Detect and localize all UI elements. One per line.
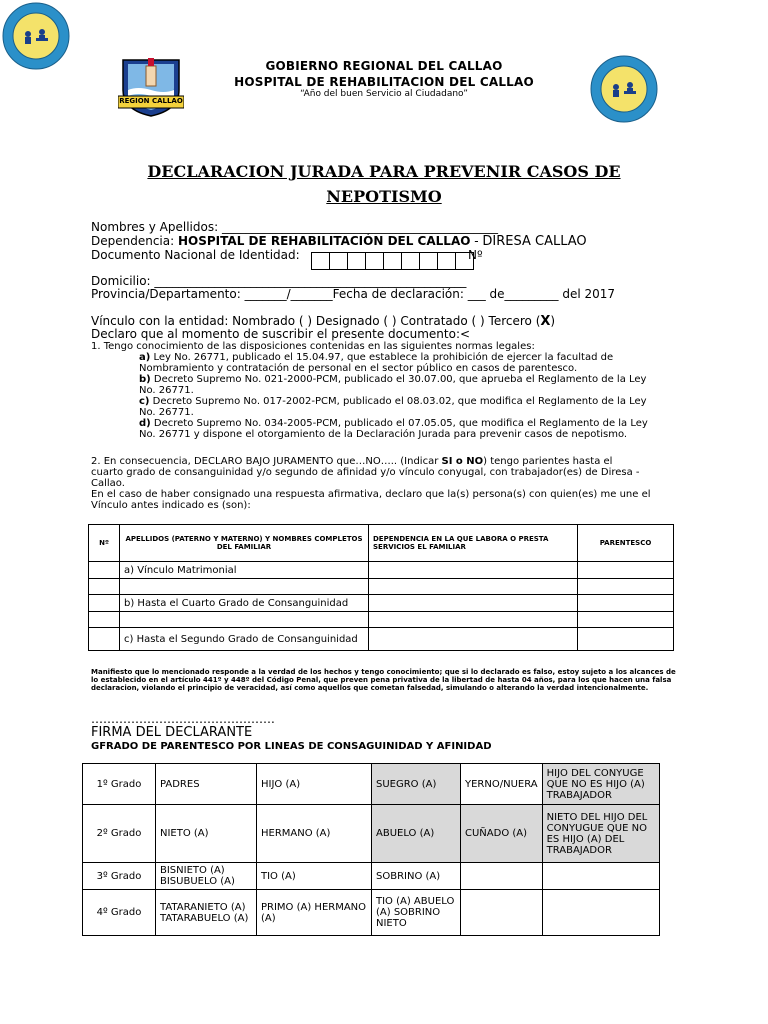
kin-cell: NIETO DEL HIJO DEL CONYUGUE QUE NO ES HIJO (A) DEL TRABAJADOR [542, 805, 659, 863]
kin-cell: SUEGRO (A) [372, 764, 461, 805]
kin-cell: TIO (A) ABUELO (A) SOBRINO NIETO [372, 890, 461, 936]
kin-cell: HERMANO (A) [257, 805, 372, 863]
law-c-label: c) [139, 396, 150, 407]
document-title: DECLARACION JURADA PARA PREVENIR CASOS DE [147, 162, 621, 181]
signature-line[interactable]: ………………………………………. [91, 712, 275, 726]
dni-field[interactable] [91, 248, 300, 262]
kin-cell: TIO (A) [257, 863, 372, 890]
kin-cell: ABUELO (A) [372, 805, 461, 863]
kin-cell: HIJO (A) [257, 764, 372, 805]
section1-intro: 1. Tengo conocimiento de las disposiciones contenidas en las siguientes normas legales: [91, 341, 535, 352]
kin-cell: HIJO DEL CONYUGE QUE NO ES HIJO (A) TRABAJADOR [542, 764, 659, 805]
law-b-line1: Decreto Supremo No. 021-2000-PCM, publicado el 30.07.00, que aprueba el Reglamento de la Ley [150, 374, 647, 385]
kin-cell [461, 863, 543, 890]
section2-l1a: 2. En consecuencia, DECLARO BAJO JURAMENTO que…NO….. (Indicar [91, 456, 442, 467]
relatives-table [88, 524, 674, 651]
section2-l3: Callao. [91, 478, 125, 489]
section2-si-no: SI o NO [441, 456, 484, 467]
vinculo-end: ) [550, 314, 556, 328]
row-cuarto-grado: b) Hasta el Cuarto Grado de Consanguinidad [120, 595, 369, 612]
declaro-line: Declaro que al momento de suscribir el presente documento:< [91, 327, 471, 341]
row-blank-1 [120, 579, 369, 595]
dependencia-diresa: DIRESA CALLAO [482, 234, 587, 249]
section2-l2: cuarto grado de consanguinidad y/o segundo de afinidad y/o vínculo conyugal, con trabajador(es) de Diresa - [91, 467, 640, 478]
table-row [83, 863, 660, 890]
row-segundo-grado: c) Hasta el Segundo Grado de Consanguinidad [120, 628, 369, 651]
relatives-table-header [89, 525, 674, 562]
domicilio-field[interactable]: Domicilio: ____________________________________________________ [91, 274, 467, 288]
law-item-a [139, 352, 648, 440]
header-parentesco: PARENTESCO [578, 525, 674, 562]
dni-boxes[interactable] [311, 250, 474, 270]
header-government: GOBIERNO REGIONAL DEL CALLAO [265, 59, 503, 73]
law-b-label: b) [139, 374, 151, 385]
provincia-fecha-field[interactable]: Provincia/Departamento: _______/_______Fecha de declaración: ___ de_________ del 2017 [91, 287, 616, 301]
dependencia-field[interactable] [91, 234, 587, 249]
header-motto: “Año del buen Servicio al Ciudadano” [300, 89, 468, 99]
kin-cell: NIETO (A) [156, 805, 257, 863]
dependencia-label: Dependencia: [91, 234, 175, 248]
nombres-field[interactable]: Nombres y Apellidos: ______________________________________________ [91, 220, 498, 234]
table-row [83, 764, 660, 805]
kin-cell [461, 890, 543, 936]
signature-label: FIRMA DEL DECLARANTE [91, 725, 253, 740]
kin-cell: YERNO/NUERA [461, 764, 543, 805]
row-vinculo-matrimonial: a) Vínculo Matrimonial [120, 562, 369, 579]
section2-l4: En el caso de haber consignado una respuesta afirmativa, declaro que la(s) persona(s) con quien(es) me une el [91, 489, 651, 500]
law-d-line2: No. 26771 y dispone el otorgamiento de la Declaración Jurada para prevenir casos de nepotismo. [139, 429, 628, 440]
law-a-line1: Ley No. 26771, publicado el 15.04.97, que establece la prohibición de ejercer la facultad de [150, 352, 614, 363]
table-row[interactable] [89, 595, 674, 612]
dependencia-separator: - [470, 234, 483, 248]
header-hospital: HOSPITAL DE REHABILITACION DEL CALLAO [234, 75, 534, 89]
kin-cell: CUÑADO (A) [461, 805, 543, 863]
law-a-label: a) [139, 352, 151, 363]
kin-cell: SOBRINO (A) [372, 863, 461, 890]
grade-cell: 3º Grado [83, 863, 156, 890]
kin-cell: PRIMO (A) HERMANO (A) [257, 890, 372, 936]
section2-l5: Vínculo antes indicado es (son): [91, 500, 251, 511]
law-d-line1: Decreto Supremo No. 034-2005-PCM, publicado el 07.05.05, que modifica el Reglamento de la Ley [150, 418, 648, 429]
law-a-line2: Nombramiento y contratación de personal en el sector público en casos de parentesco. [139, 363, 578, 374]
kin-cell: TATARANIETO (A) TATARABUELO (A) [156, 890, 257, 936]
kinship-table [82, 763, 660, 936]
grade-cell: 1º Grado [83, 764, 156, 805]
grade-cell: 2º Grado [83, 805, 156, 863]
table-row[interactable] [89, 579, 674, 595]
law-c-line2: No. 26771. [139, 407, 194, 418]
dni-label: Documento Nacional de Identidad: [91, 248, 300, 262]
table-row[interactable] [89, 628, 674, 651]
document-title-line2: NEPOTISMO [326, 187, 442, 206]
law-c-line1: Decreto Supremo No. 017-2002-PCM, publicado el 08.03.02, que modifica el Reglamento de la Ley [149, 396, 647, 407]
header-apellidos: APELLIDOS (PATERNO Y MATERNO) Y NOMBRES COMPLETOS DEL FAMILIAR [120, 525, 369, 562]
section2-l1c: ) tengo parientes hasta el [483, 456, 613, 467]
header-dependencia: DEPENDENCIA EN LA QUE LABORA O PRESTA SERVICIOS EL FAMILIAR [369, 525, 578, 562]
vinculo-mark: X [540, 314, 551, 329]
vinculo-options: Vínculo con la entidad: Nombrado ( ) Designado ( ) Contratado ( ) Tercero ( [91, 314, 541, 328]
kin-cell: BISNIETO (A) BISUBUELO (A) [156, 863, 257, 890]
table-row [83, 805, 660, 863]
row-blank-2 [120, 612, 369, 628]
table-row [83, 890, 660, 936]
dni-number-label: Nº [468, 248, 483, 262]
table-row[interactable] [89, 612, 674, 628]
kin-cell [542, 890, 659, 936]
crest-label: REGION CALLAO [119, 97, 183, 105]
law-d-label: d) [139, 418, 151, 429]
section2 [91, 456, 651, 511]
kin-cell: PADRES [156, 764, 257, 805]
manifiesto-text: Manifiesto que lo mencionado responde a la verdad de los hechos y tengo conocimiento; que si lo declarado es falso, estoy sujeto a los alcances de lo establecido en el artículo 441º y 448º del Código Penal, que preven pena privativa de la libertad de hasta 04 años, para los que hacen una falsa declaracion, violando el principio de veracidad, así como aquellos que cometan falsedad, simulando o alterando la verdad intencionalmente. [91, 668, 676, 692]
table-row[interactable] [89, 562, 674, 579]
dependencia-value: HOSPITAL DE REHABILITACIÓN DEL CALLAO [178, 234, 471, 248]
kin-cell [542, 863, 659, 890]
law-b-line2: No. 26771. [139, 385, 194, 396]
header-no: Nº [89, 525, 120, 562]
grade-cell: 4º Grado [83, 890, 156, 936]
kinship-table-title: GFRADO DE PARENTESCO POR LINEAS DE CONSAGUINIDAD Y AFINIDAD [91, 741, 492, 752]
